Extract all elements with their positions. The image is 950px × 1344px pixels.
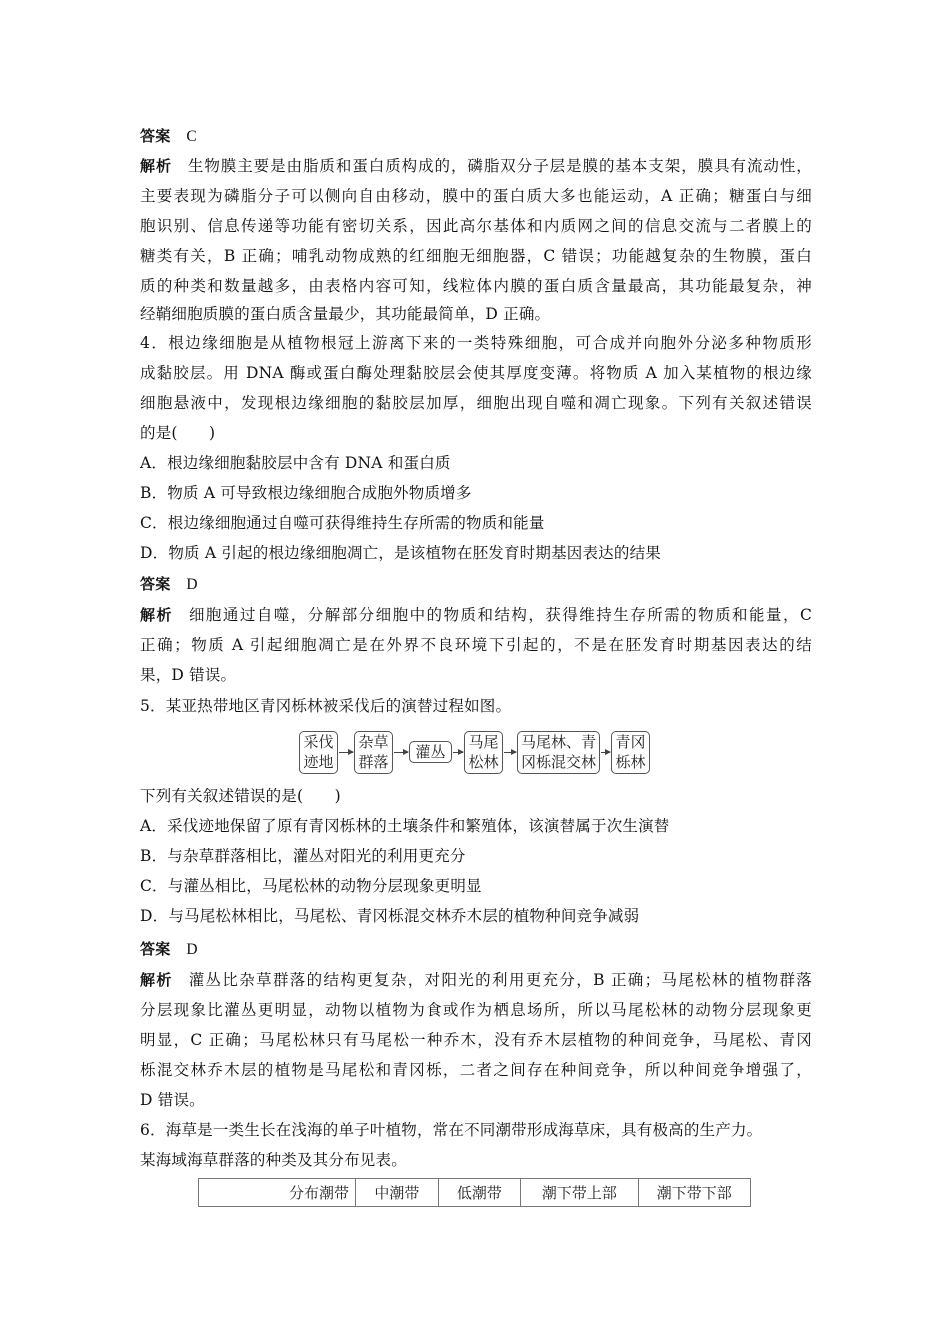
flow-box-text: 松林	[468, 753, 499, 771]
q5-analysis-line-5: D 错误。	[140, 1091, 205, 1109]
flow-box-clearcut-land	[299, 731, 338, 774]
q4-option-a: A．根边缘细胞黏胶层中含有 DNA 和蛋白质	[140, 454, 451, 472]
q4-analysis-line-3: 果，D 错误。	[140, 666, 237, 684]
q3-analysis-line-4: 糖类有关，B 正确；哺乳动物成熟的红细胞无细胞器，C 错误；功能越复杂的生物膜，蛋白	[140, 247, 812, 265]
q4-stem-line-3: 细胞悬液中，发现根边缘细胞的黏胶层加厚，细胞出现自噬和凋亡现象。下列有关叙述错误	[140, 394, 812, 412]
q4-stem-line-2: 成黏胶层。用 DNA 酶或蛋白酶处理黏胶层会使其厚度变薄。将物质 A 加入某植物的根边缘	[140, 364, 812, 382]
answer-value: D	[186, 576, 198, 593]
analysis-text: 灌丛比杂草群落的结构更复杂，对阳光的利用更充分，B 正确；马尾松林的植物群落	[188, 971, 812, 989]
flow-box-text: 群落	[358, 753, 389, 771]
q5-stem: 5．某亚热带地区青冈栎林被采伐后的演替过程如图。	[140, 697, 512, 715]
arrow-icon	[453, 752, 463, 753]
flow-box-weed-community	[354, 731, 393, 774]
q5-option-a: A．采伐迹地保留了原有青冈栎林的土壤条件和繁殖体，该演替属于次生演替	[140, 817, 670, 835]
flow-box-text: 杂草	[358, 733, 389, 751]
table-header-cell: 低潮带	[438, 1179, 521, 1207]
flow-box-text: 栎林	[615, 753, 646, 771]
q5-option-c: C．与灌丛相比，马尾松林的动物分层现象更明显	[140, 877, 482, 895]
table-header-cell: 潮下带上部	[521, 1179, 638, 1207]
q4-option-b: B．物质 A 可导致根边缘细胞合成胞外物质增多	[140, 484, 472, 502]
q4-analysis-line-2: 正确；物质 A 引起细胞凋亡是在外界不良环境下引起的，不是在胚发育时期基因表达的结	[140, 636, 812, 654]
flow-box-text: 马尾林、青	[520, 733, 596, 751]
q3-answer	[140, 126, 812, 147]
q3-analysis-line-1	[140, 156, 812, 176]
analysis-label: 解析	[140, 971, 173, 989]
q4-option-c: C．根边缘细胞通过自噬可获得维持生存所需的物质和能量	[140, 514, 545, 532]
analysis-text: 细胞通过自噬，分解部分细胞中的物质和结构，获得维持生存所需的物质和能量，C	[188, 606, 812, 624]
flow-box-mixed-forest	[517, 731, 600, 774]
answer-label: 答案	[140, 575, 171, 593]
flow-box-text: 采伐	[303, 733, 334, 751]
flow-box-text: 灌丛	[415, 743, 446, 761]
arrow-icon	[339, 752, 353, 753]
q6-stem-line-1: 6．海草是一类生长在浅海的单子叶植物，常在不同潮带形成海草床，具有极高的生产力。	[140, 1121, 763, 1139]
answer-value: D	[186, 941, 198, 958]
q5-analysis-line-4: 栎混交林乔木层的植物是马尾松和青冈栎，二者之间存在种间竞争，所以种间竞争增强了，	[140, 1061, 812, 1079]
q5-answer	[140, 939, 812, 960]
q3-analysis-line-3: 胞识别、信息传递等功能有密切关系，因此高尔基体和内质网之间的信息交流与二者膜上的	[140, 217, 812, 235]
analysis-text: 生物膜主要是由脂质和蛋白质构成的，磷脂双分子层是膜的基本支架，膜具有流动性，	[187, 157, 812, 175]
arrow-icon	[394, 752, 408, 753]
flow-box-text: 冈栎混交林	[520, 753, 596, 771]
q5-analysis-line-3: 明显，C 正确；马尾松林只有马尾松一种乔木，没有乔木层植物的种间竞争，马尾松、青冈	[140, 1031, 812, 1049]
table-header-cell: 潮下带下部	[638, 1179, 750, 1207]
q5-option-b: B．与杂草群落相比，灌丛对阳光的利用更充分	[140, 847, 466, 865]
answer-label: 答案	[140, 940, 171, 958]
table-header-cell: 分布潮带	[199, 1179, 356, 1207]
q4-stem-line-1: 4．根边缘细胞是从植物根冠上游离下来的一类特殊细胞，可合成并向胞外分泌多种物质形	[140, 334, 812, 352]
q3-analysis-line-6: 经鞘细胞质膜的蛋白质含量最少，其功能最简单，D 正确。	[140, 305, 551, 323]
analysis-label: 解析	[140, 606, 173, 624]
q5-analysis-line-2: 分层现象比灌丛更明显，动物以植物为食或作为栖息场所，所以马尾松林的动物分层现象更	[140, 1001, 812, 1019]
arrow-icon	[504, 752, 516, 753]
arrow-icon	[601, 752, 610, 753]
q5-analysis-line-1	[140, 970, 812, 990]
q3-analysis-line-2: 主要表现为磷脂分子可以侧向自由移动，膜中的蛋白质大多也能运动，A 正确；糖蛋白与细	[140, 187, 812, 205]
seagrass-distribution-table	[198, 1178, 751, 1207]
flow-box-masson-pine-forest	[464, 731, 503, 774]
table-header-cell: 中潮带	[356, 1179, 439, 1207]
q4-analysis-line-1	[140, 605, 812, 625]
answer-value: C	[186, 128, 197, 145]
flow-box-text: 迹地	[303, 753, 334, 771]
flow-box-cyclobalanopsis-forest	[611, 731, 650, 774]
q6-stem-line-2: 某海域海草群落的种类及其分布见表。	[140, 1151, 407, 1169]
q4-answer	[140, 574, 812, 595]
q4-stem-line-4: 的是( )	[140, 424, 216, 442]
flow-box-text: 马尾	[468, 733, 499, 751]
q5-question: 下列有关叙述错误的是( )	[140, 787, 341, 805]
q5-option-d: D．与马尾松林相比，马尾松、青冈栎混交林乔木层的植物种间竞争减弱	[140, 907, 640, 925]
q3-analysis-line-5: 质的种类和数量越多，由表格内容可知，线粒体内膜的蛋白质含量最高，其功能最复杂，神	[140, 277, 812, 295]
table-header-row	[199, 1179, 751, 1207]
flow-box-shrub	[409, 741, 452, 763]
q4-option-d: D．物质 A 引起的根边缘细胞凋亡，是该植物在胚发育时期基因表达的结果	[140, 544, 661, 562]
analysis-label: 解析	[140, 157, 172, 175]
flow-box-text: 青冈	[615, 733, 646, 751]
answer-label: 答案	[140, 127, 171, 145]
